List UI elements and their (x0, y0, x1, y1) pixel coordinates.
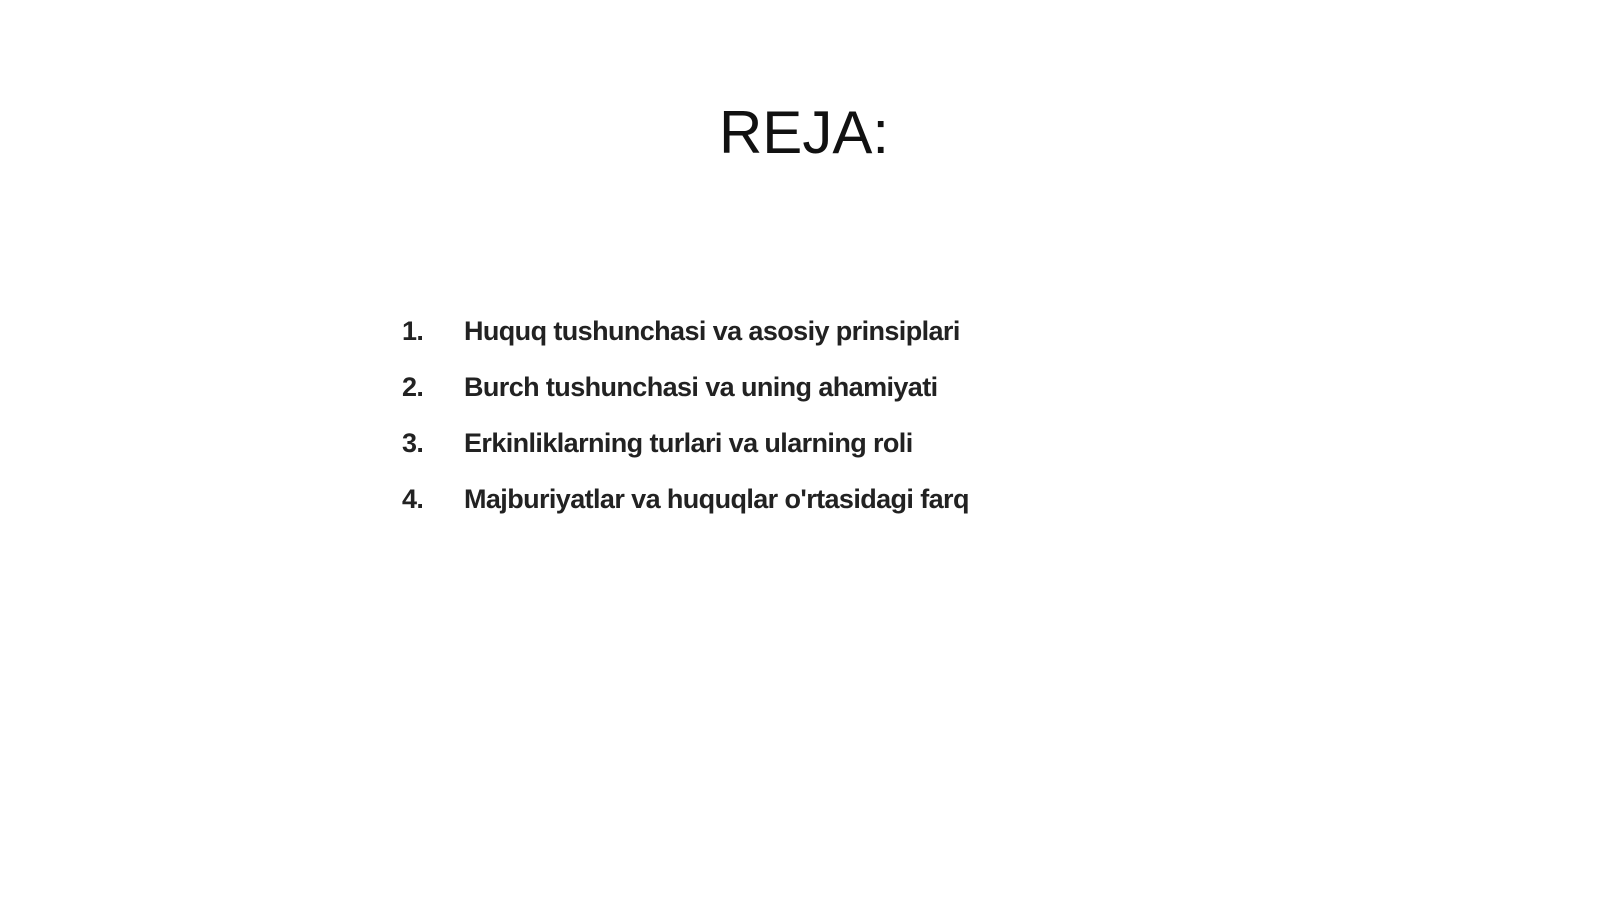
agenda-item-4 (402, 484, 969, 540)
agenda-item-number: 3. (402, 428, 424, 458)
slide-title: REJA: (718, 99, 890, 166)
agenda-item-number: 2. (402, 372, 424, 402)
agenda-list (402, 316, 969, 540)
agenda-item-text: Erkinliklarning turlari va ularning roli (464, 428, 913, 458)
agenda-item-2 (402, 372, 969, 428)
agenda-item-text: Majburiyatlar va huquqlar o'rtasidagi farq (464, 484, 969, 514)
agenda-item-3 (402, 428, 969, 484)
agenda-item-number: 4. (402, 484, 424, 514)
agenda-item-number: 1. (402, 316, 424, 346)
agenda-item-text: Burch tushunchasi va uning ahamiyati (464, 372, 938, 402)
agenda-item-1 (402, 316, 969, 372)
agenda-item-text: Huquq tushunchasi va asosiy prinsiplari (464, 316, 960, 346)
